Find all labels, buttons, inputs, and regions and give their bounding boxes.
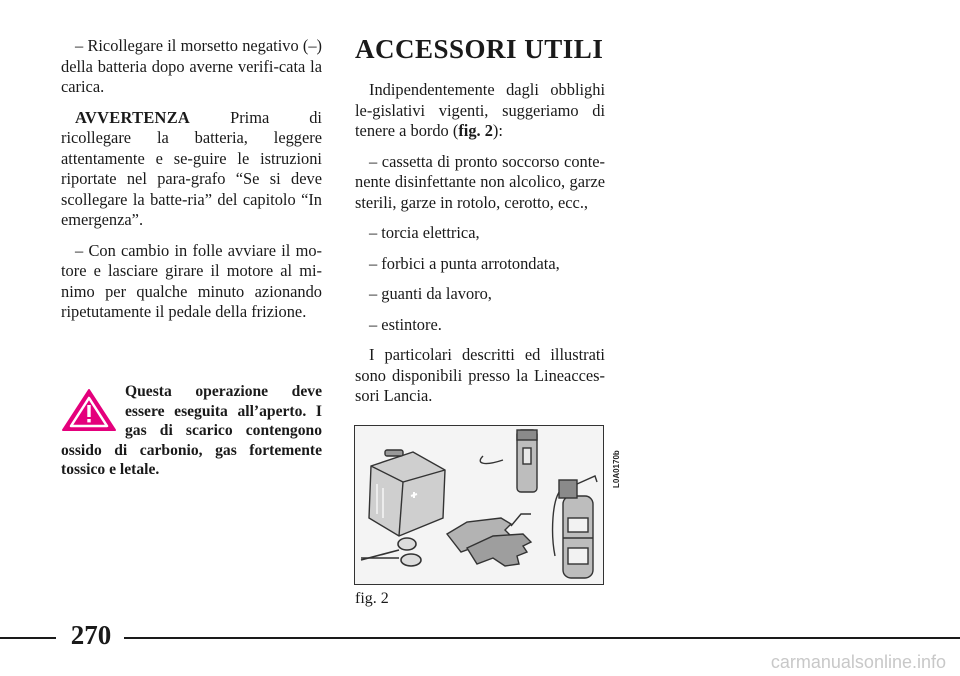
work-gloves-icon — [447, 514, 531, 566]
danger-notice — [61, 382, 322, 480]
left-column — [61, 36, 322, 333]
fire-extinguisher-icon — [553, 476, 597, 578]
reconnect-paragraph: – Ricollegare il morsetto negativo (–) della batteria dopo averne verifi-cata la carica. — [61, 36, 322, 96]
intro-text: Indipendentemente dagli obblighi le-gislativi vigenti, suggeriamo di tenere a bordo ( — [355, 80, 605, 140]
first-aid-kit-icon — [369, 450, 445, 536]
list-item: – estintore. — [369, 314, 442, 334]
start-engine-paragraph: – Con cambio in folle avviare il mo-tore e lasciare girare il motore al mi-nimo per qualche minuto azionando ripetutamente il pedale della frizione. — [61, 240, 322, 321]
figure-reference: fig. 2 — [458, 121, 493, 140]
figure-code: L0A0170b — [612, 450, 621, 488]
figure-caption: fig. 2 — [355, 590, 389, 607]
footer-rule-left — [0, 637, 56, 639]
scissors-icon — [361, 538, 421, 566]
site-watermark: carmanualsonline.info — [770, 652, 946, 672]
list-item: – guanti da lavoro, — [369, 284, 492, 303]
closing-paragraph: I particolari descritti ed illustrati sono disponibili presso la Lineacces-sori Lancia. — [355, 345, 605, 405]
warning-label: AVVERTENZA — [75, 107, 191, 127]
page-number: 270 — [70, 620, 112, 650]
warning-text: Prima di ricollegare la batteria, leggere attentamente e se-guire le istruzioni riportate nel para-grafo “Se si deve scollegare la batte-ria” del capitolo “In emergenza”. — [61, 107, 322, 229]
accessories-figure — [354, 425, 604, 585]
list-item: – forbici a punta arrotondata, — [369, 253, 560, 273]
intro-paragraph — [355, 80, 605, 142]
footer-rule-right — [124, 637, 960, 639]
danger-text: Questa operazione deve essere eseguita all’aperto. I gas di scarico contengono ossido di carbonio, gas fortemente tossico e letale. — [61, 383, 322, 479]
flashlight-icon — [480, 430, 537, 492]
accessories-illustration — [355, 426, 602, 583]
warning-triangle-icon — [61, 388, 117, 432]
intro-end: ): — [492, 121, 503, 140]
list-item: – cassetta di pronto soccorso conte-nente disinfettante non alcolico, garze sterili, garze in rotolo, cerotto, ecc., — [355, 151, 605, 212]
warning-paragraph — [61, 108, 322, 231]
right-column — [355, 80, 605, 417]
list-item: – torcia elettrica, — [369, 223, 480, 242]
section-heading: ACCESSORI UTILI — [355, 34, 604, 64]
